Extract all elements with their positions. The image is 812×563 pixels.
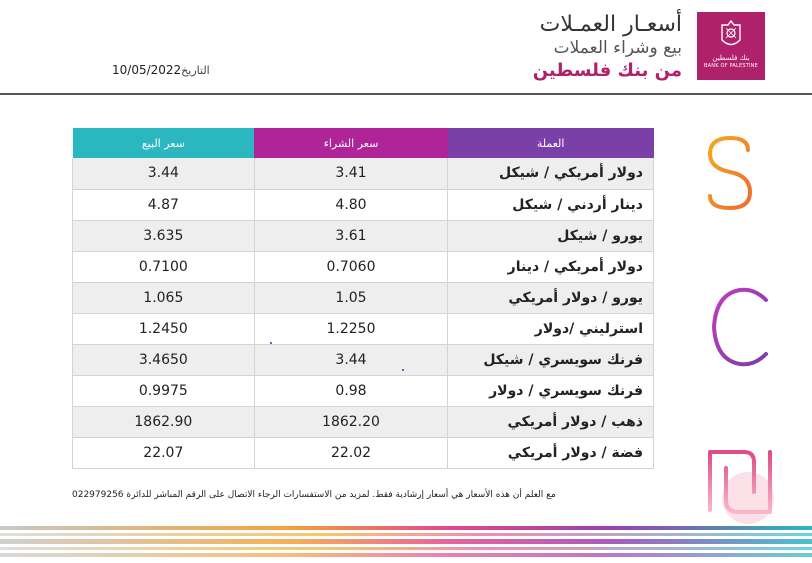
currency-pair-cell: يورو / شيكل <box>448 220 654 251</box>
sell-price-cell: 22.07 <box>73 437 255 468</box>
currency-pair-cell: فرنك سويسري / شيكل <box>448 344 654 375</box>
sell-price-cell: 0.9975 <box>73 375 255 406</box>
disclaimer-text: مع العلم أن هذه الأسعار هي أسعار إرشادية فقط. لمزيد من الاستفسارات الرجاء الاتصال على الرقم المباشر للدائرة <box>126 490 556 500</box>
buy-price-cell: 0.98 <box>254 375 448 406</box>
currency-pair-cell: ذهب / دولار أمريكي <box>448 406 654 437</box>
bank-line: من بنك فلسطين <box>532 60 682 81</box>
table-row <box>73 375 654 406</box>
sell-price-cell: 4.87 <box>73 189 255 220</box>
table-row <box>73 251 654 282</box>
buy-price-cell: 1862.20 <box>254 406 448 437</box>
buy-price-cell: 22.02 <box>254 437 448 468</box>
currency-pair-cell: دينار أردني / شيكل <box>448 189 654 220</box>
table-row <box>73 189 654 220</box>
buy-price-cell: 1.05 <box>254 282 448 313</box>
buy-price-cell: 1.2250 <box>254 313 448 344</box>
currency-pair-cell: دولار أمريكي / شيكل <box>448 158 654 189</box>
currency-pair-cell: يورو / دولار أمريكي <box>448 282 654 313</box>
sell-price-cell: 3.4650 <box>73 344 255 375</box>
sell-price-cell: 1862.90 <box>73 406 255 437</box>
disclaimer-phone: 022979256 <box>72 490 124 500</box>
buy-price-cell: 0.7060 <box>254 251 448 282</box>
bank-emblem-icon <box>718 20 744 50</box>
table-header-row <box>73 128 654 158</box>
table-row <box>73 437 654 468</box>
table-row <box>73 313 654 344</box>
sell-price-cell: 1.2450 <box>73 313 255 344</box>
buy-price-cell: 3.61 <box>254 220 448 251</box>
date-value: 10/05/2022 <box>112 63 182 77</box>
page-title: أسعـار العمـلات <box>539 12 682 37</box>
currency-pair-cell: دولار أمريكي / دينار <box>448 251 654 282</box>
sell-price-cell: 3.44 <box>73 158 255 189</box>
euro-sign-icon <box>696 282 776 372</box>
table-row <box>73 406 654 437</box>
footer-stripes <box>0 522 812 563</box>
buy-price-cell: 3.41 <box>254 158 448 189</box>
header-sell-price: سعر البيع <box>73 128 255 158</box>
bank-logo <box>697 12 765 80</box>
currency-pair-cell: استرليني /دولار <box>448 313 654 344</box>
header-divider <box>0 93 812 95</box>
sell-price-cell: 0.7100 <box>73 251 255 282</box>
stray-dot <box>270 342 272 344</box>
sell-price-cell: 1.065 <box>73 282 255 313</box>
header-currency: العملة <box>448 128 654 158</box>
table-row <box>73 282 654 313</box>
disclaimer-note <box>72 490 632 500</box>
currency-pair-cell: فضة / دولار أمريكي <box>448 437 654 468</box>
buy-price-cell: 3.44 <box>254 344 448 375</box>
date-row <box>112 63 210 77</box>
sell-price-cell: 3.635 <box>73 220 255 251</box>
date-label: التاريخ <box>181 64 210 77</box>
table-row <box>73 158 654 189</box>
logo-name-ar: بنك فلسطين <box>712 54 750 62</box>
stray-dot <box>402 369 404 371</box>
currency-pair-cell: فرنك سويسري / دولار <box>448 375 654 406</box>
buy-price-cell: 4.80 <box>254 189 448 220</box>
logo-name-en: BANK OF PALESTINE <box>704 63 758 69</box>
table-row <box>73 220 654 251</box>
header-buy-price: سعر الشراء <box>254 128 448 158</box>
dollar-sign-icon <box>690 120 770 230</box>
table-row <box>73 344 654 375</box>
rates-table <box>72 128 654 469</box>
shekel-sign-icon <box>700 432 780 532</box>
page-subtitle: بيع وشراء العملات <box>553 38 682 58</box>
